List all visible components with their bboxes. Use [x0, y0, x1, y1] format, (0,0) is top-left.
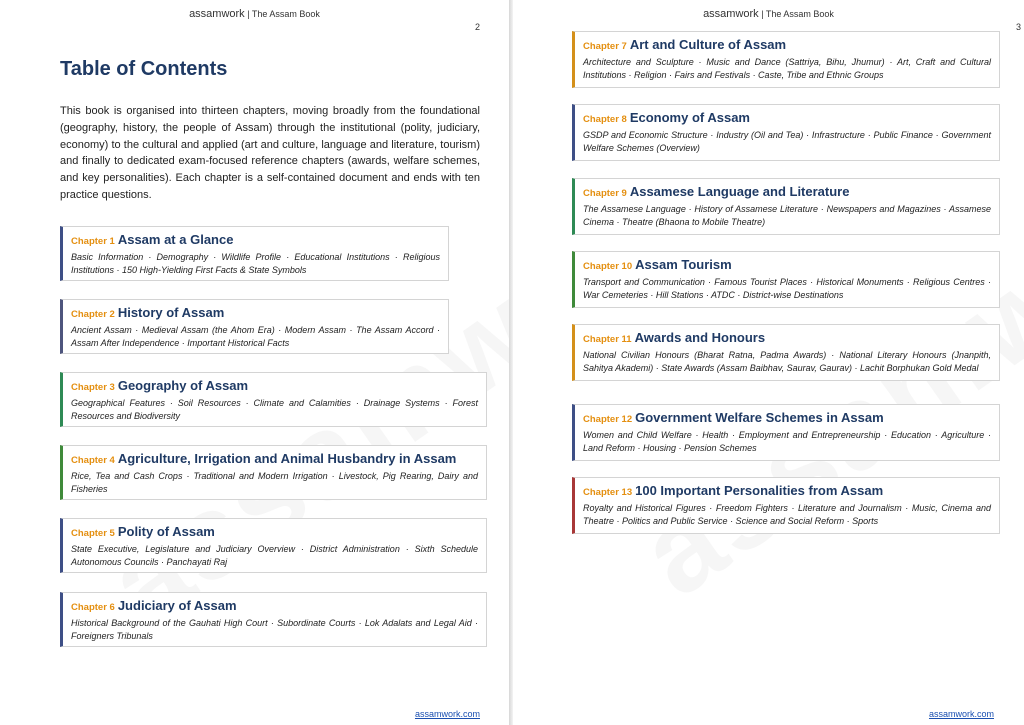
- page-number: 3: [1015, 22, 1021, 32]
- chapter-topics: Basic Information · Demography · Wildlife Profile · Educational Institutions · Religious Institutions · 150 High-Yielding First Facts & State Symbols: [71, 252, 440, 276]
- chapter-heading: [71, 305, 440, 323]
- chapter-title[interactable]: Polity of Assam: [117, 524, 215, 539]
- chapter-title[interactable]: Art and Culture of Assam: [629, 37, 787, 52]
- chapter-heading: [583, 184, 991, 202]
- chapter-label: Chapter 11: [583, 334, 632, 345]
- chapter-card[interactable]: [60, 372, 487, 427]
- page-header: [0, 8, 509, 20]
- chapter-title[interactable]: Agriculture, Irrigation and Animal Husbandry in Assam: [117, 451, 457, 466]
- page-title: Table of Contents: [60, 58, 228, 80]
- page-header: [513, 8, 1024, 20]
- chapter-heading: [71, 451, 478, 469]
- chapter-label: Chapter 13: [583, 487, 633, 498]
- chapter-topics: Geographical Features · Soil Resources · Climate and Calamities · Drainage Systems · Forest Resources and Biodiversity: [71, 398, 478, 422]
- chapter-topics: GSDP and Economic Structure · Industry (Oil and Tea) · Infrastructure · Public Finance · Government Welfare Schemes (Overview): [583, 130, 991, 154]
- chapter-topics: Royalty and Historical Figures · Freedom Fighters · Literature and Journalism · Music, Cinema and Theatre · Politics and Public Service · Science and Social Reform · Sports: [583, 503, 991, 527]
- chapter-label: Chapter 9: [583, 188, 627, 199]
- chapter-card[interactable]: [572, 251, 1000, 308]
- chapter-heading: [583, 257, 991, 275]
- chapter-heading: [71, 378, 478, 396]
- chapter-topics: Women and Child Welfare · Health · Employment and Entrepreneurship · Education · Agriculture · Land Reform · Housing · Pension Schemes: [583, 430, 991, 454]
- brand-name: assamwork: [189, 8, 245, 20]
- chapter-topics: National Civilian Honours (Bharat Ratna, Padma Awards) · National Literary Honours (Jnanpith, Sahitya Akademi) · State Awards (Assam Baibhav, Saurav, Gaurav) · Lachit Borphukan Gold Medal: [583, 350, 991, 374]
- chapter-card[interactable]: [572, 404, 1000, 461]
- chapter-card[interactable]: [60, 445, 487, 500]
- chapter-card[interactable]: [60, 518, 487, 573]
- right-page: [513, 0, 1024, 725]
- chapter-topics: Transport and Communication · Famous Tourist Places · Historical Monuments · Religious Centres · War Cemeteries · Hill Stations · ATDC · District-wise Destinations: [583, 277, 991, 301]
- chapter-card[interactable]: [572, 178, 1000, 235]
- chapter-card[interactable]: [60, 226, 449, 281]
- chapter-heading: [71, 232, 440, 250]
- chapter-title[interactable]: Economy of Assam: [629, 110, 750, 125]
- chapter-title[interactable]: Assam at a Glance: [117, 232, 234, 247]
- chapter-card[interactable]: [572, 324, 1000, 381]
- chapter-title[interactable]: History of Assam: [117, 305, 225, 320]
- chapter-label: Chapter 5: [71, 528, 115, 539]
- chapter-label: Chapter 10: [583, 261, 633, 272]
- chapter-title[interactable]: Awards and Honours: [634, 330, 766, 345]
- chapter-title[interactable]: Government Welfare Schemes in Assam: [635, 410, 884, 425]
- chapter-card[interactable]: [572, 104, 1000, 161]
- book-name: The Assam Book: [765, 9, 834, 19]
- chapter-heading: [583, 330, 991, 348]
- chapter-heading: [583, 110, 991, 128]
- page-number: 2: [474, 22, 480, 32]
- book-name: The Assam Book: [251, 9, 320, 19]
- footer-link[interactable]: assamwork.com: [414, 709, 480, 719]
- chapter-heading: [71, 524, 478, 542]
- header-separator: |: [244, 9, 252, 19]
- chapter-label: Chapter 4: [71, 455, 115, 466]
- header-separator: |: [758, 9, 766, 19]
- chapter-title[interactable]: Judiciary of Assam: [117, 598, 237, 613]
- footer-link[interactable]: assamwork.com: [928, 709, 994, 719]
- chapter-card[interactable]: [60, 299, 449, 354]
- chapter-topics: Historical Background of the Gauhati High Court · Subordinate Courts · Lok Adalats and Legal Aid · Foreigners Tribunals: [71, 618, 478, 642]
- chapter-label: Chapter 6: [71, 602, 115, 613]
- chapter-topics: Architecture and Sculpture · Music and Dance (Sattriya, Bihu, Jhumur) · Art, Craft and Cultural Institutions · Religion · Fairs and Festivals · Caste, Tribe and Ethnic Groups: [583, 57, 991, 81]
- chapter-card[interactable]: [572, 477, 1000, 534]
- chapter-card[interactable]: [60, 592, 487, 647]
- chapter-topics: Rice, Tea and Cash Crops · Traditional and Modern Irrigation · Livestock, Pig Rearing, Dairy and Fisheries: [71, 471, 478, 495]
- chapter-heading: [583, 37, 991, 55]
- brand-name: assamwork: [703, 8, 759, 20]
- intro-paragraph: This book is organised into thirteen chapters, moving broadly from the foundational (geography, history, the people of Assam) through the institutional (polity, judiciary, economy) to the cultural and applied (art and culture, language and literature, tourism) and finally to dedicated exam-focused reference chapters (awards, welfare schemes, and key personalities). Each chapter is a self-contained document and ends with ten practice questions.: [60, 105, 480, 201]
- chapter-topics: Ancient Assam · Medieval Assam (the Ahom Era) · Modern Assam · The Assam Accord · Assam After Independence · Important Historical Facts: [71, 325, 440, 349]
- chapter-topics: State Executive, Legislature and Judiciary Overview · District Administration · Sixth Schedule Autonomous Councils · Panchayati Raj: [71, 544, 478, 568]
- left-page: [0, 0, 509, 725]
- chapter-heading: [71, 598, 478, 616]
- chapter-title[interactable]: 100 Important Personalities from Assam: [635, 483, 884, 498]
- chapter-label: Chapter 7: [583, 41, 627, 52]
- chapter-title[interactable]: Geography of Assam: [117, 378, 249, 393]
- chapter-title[interactable]: Assam Tourism: [635, 257, 732, 272]
- chapter-label: Chapter 3: [71, 382, 115, 393]
- chapter-title[interactable]: Assamese Language and Literature: [629, 184, 850, 199]
- chapter-heading: [583, 410, 991, 428]
- chapter-label: Chapter 12: [583, 414, 633, 425]
- chapter-card[interactable]: [572, 31, 1000, 88]
- chapter-topics: The Assamese Language · History of Assamese Literature · Newspapers and Magazines · Assamese Cinema · Theatre (Bhaona to Mobile Theatre): [583, 204, 991, 228]
- chapter-label: Chapter 8: [583, 114, 627, 125]
- chapter-heading: [583, 483, 991, 501]
- chapter-label: Chapter 1: [71, 236, 115, 247]
- chapter-label: Chapter 2: [71, 309, 115, 320]
